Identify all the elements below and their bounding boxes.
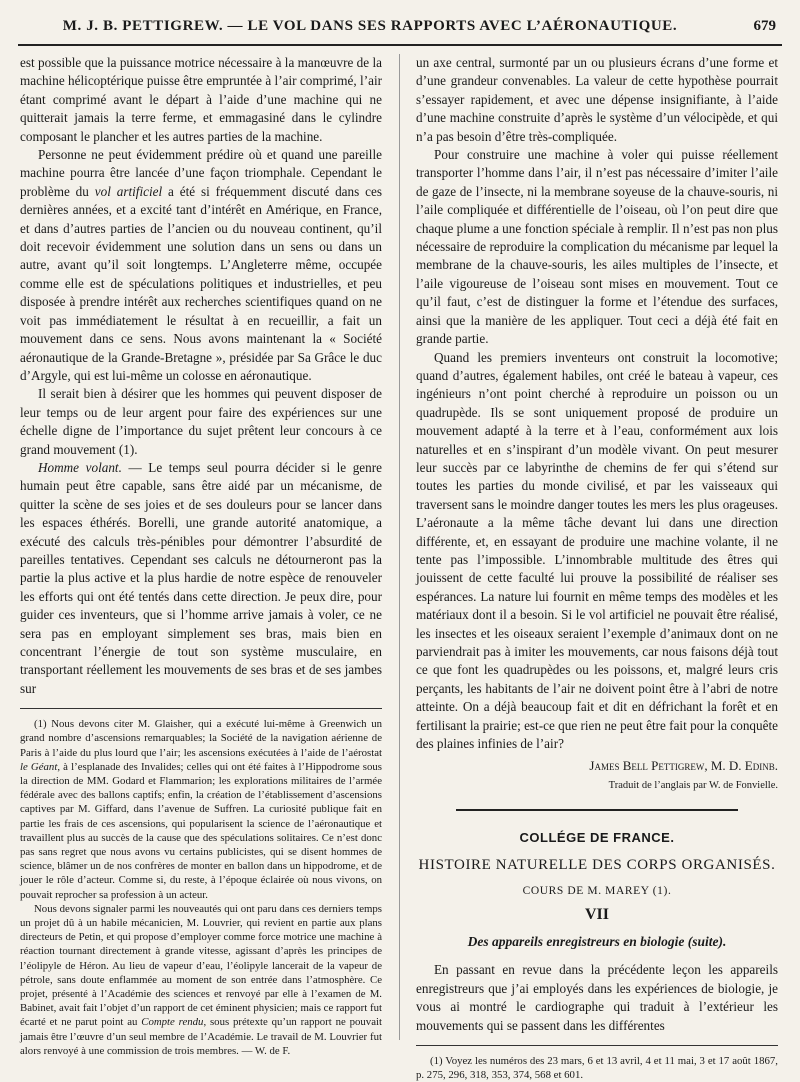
footnote <box>20 717 382 902</box>
translator-credit: Traduit de l’anglais par W. de Fonvielle. <box>608 779 778 791</box>
text-run: Nous devons signaler parmi les nouveautés qui ont paru dans ces derniers temps un projet dû à un habile mécanicien, M. Louvrier, qui revient en partie aux plans directeurs de Petin, et qui propose d’employer comme force motrice une machine à réaction tournant directement à grande vitesse, agissant d’après les principes de l’éolipyle de Héron. Au lieu de vapeur d’eau, l’éolipyle lancerait de la vapeur de pétrole, sans doute enflammée au moment de son entrée dans l’atmosphère. Ce projet, présenté à l’Académie des sciences et renvoyé par elle à l’examen de M. Babinet, avait fait l’objet d’un rapport de cet éminent physicien; mais ce rapport fut écarté et ne parut point au <box>20 902 382 1029</box>
paragraph: est possible que la puissance motrice nécessaire à la manœuvre de la machine hélicoptérique puisse être empruntée à l’air comprimé, l’air étant comprimé avant le départ à l’aide d’une machine qui ne quitterait jamais la terre ferme, et emmagasiné dans le cylindre composant le plancher et les autres parties de la machine. <box>20 55 382 144</box>
footnote-block <box>416 1054 778 1082</box>
footnote <box>20 902 382 1058</box>
left-column <box>20 54 382 1058</box>
text-run: , sous prétexte qu’un rapport ne pouvait jamais être l’œuvre d’un seul membre de l’Académie. Le travail de M. Louvrier fut alors renvoyé à une commission de trois membres. — W. de F. <box>20 1016 382 1057</box>
institution-heading: COLLÉGE DE FRANCE. <box>519 830 675 846</box>
right-column <box>416 54 778 1082</box>
footnote-rule <box>20 708 382 709</box>
lesson-number: VII <box>584 906 609 924</box>
footnote-rule <box>416 1045 778 1046</box>
column-divider <box>399 54 400 1040</box>
lesson-subtitle: Des appareils enregistreurs en biologie (suite). <box>467 933 727 949</box>
article-title: HISTOIRE NATURELLE DES CORPS ORGANISÉS. <box>418 856 776 873</box>
author-signature: James Bell Pettigrew, M. D. Edinb. <box>589 758 778 774</box>
text-run: a été si fréquemment discuté dans ces dernières années, et a excité tant d’intérêt en Amérique, en France, et dans d’autres parties de l’ancien ou du nouveau continent, qu’il doit recevoir évidemment une solution dans un sens ou dans un autre, avant qu’il soit longtemps. L’Angleterre même, occupée comme elle est de spéculations politiques et industrielles, et peu disposée à prendre intérêt aux recherches scientifiques quand on ne voit pas immédiatement le résultat à en recueillir, a fait un mouvement dans ce sens. Nous avons maintenant la « Société aéronautique de la Grande-Bretagne », présidée par Sa Grâce le duc d’Argyle, qui est lui-même un colosse en aéronautique. <box>20 183 382 383</box>
course-line: COURS DE M. MAREY (1). <box>522 885 672 898</box>
running-header <box>18 10 782 46</box>
running-title: M. J. B. PETTIGREW. — LE VOL DANS SES RAPPORTS AVEC L’AÉRONAUTIQUE. <box>62 18 678 34</box>
page-number: 679 <box>753 18 776 34</box>
footnote: (1) Voyez les numéros des 23 mars, 6 et 13 avril, 4 et 11 mai, 3 et 17 août 1867, p. 275, 296, 318, 353, 374, 568 et 601. <box>416 1054 778 1082</box>
text-run: — Le temps seul pourra décider si le genre humain peut être capable, sans être aidé par un mécanisme, de quitter la scène de ses joies et de ses douleurs pour se lancer dans les espaces éthérés. Borelli, une grande autorité anatomique, a exécuté des calculs très-pénibles pour démontrer l’absurdité de pareilles tentatives. Cependant ses calculs ne détourneront pas la partie la plus active et la plus hardie de notre espèce de renouveler les efforts qui ont été tentés dans cette direction. Je peux dire, pour guider ces inventeurs, que si l’homme arrive jamais à voler, ce ne sera pas en employant simplement ses bras, mais bien en concentrant l’énergie de tout son système musculaire, en transportant réellement les mouvements de ses bras et de ses jambes sur <box>20 459 382 696</box>
text-run: Personne ne peut évidemment prédire où et quand une pareille machine pourra être lancée d’une façon triomphale. Cependant le problème du <box>20 147 382 199</box>
italic-term: vol artificiel <box>94 183 163 199</box>
section-separator <box>456 809 738 811</box>
text-run: (1) Nous devons citer M. Glaisher, qui a exécuté lui-même à Greenwich un grand nombre d’ascensions remarquables; la Société de la navigation aérienne de Paris à l’aide du plus lourd que l’air; les ascensions exécutées à l’aide de l’aérostat <box>20 718 382 759</box>
footnote-block <box>20 717 382 1058</box>
paragraph <box>20 459 382 698</box>
paragraph <box>20 146 382 385</box>
paragraph: Quand les premiers inventeurs ont construit la locomotive; quand d’autres, également habiles, ont créé le bateau à vapeur, ces ingénieurs n’ont point cherché à reproduire un poisson ou un quadrupède. Ils se sont uniquement proposé de produire un mouvement adapté à la terre et à l’eau, conformément aux lois naturelles et en s’inspirant d’un modèle vivant. On peut mesurer leur succès par ce labyrinthe de chemins de fer qui s’étend sur toutes les parties du monde civilisé, et par les vaisseaux qui traversent sans le moindre danger toutes les mers les plus orageuses. L’aéronaute a la même tâche devant lui dans une direction différente, et, en essayant de produire une machine volante, il ne tente pas l’impossible. L’innombrable multitude des êtres qui jouissent de cette faculté lui prouve la possibilité de réaliser ses espérances. La nature lui fournit en même temps des modèles et les matériaux dont il a besoin. Si le vol artificiel ne pouvait être réalisé, les insectes et les oiseaux seraient l’exemple d’animaux dont on ne parviendrait pas à imiter les mouvements, car nous faisons déjà tout ce que font les quadrupèdes ou les poissons, et, malgré leurs cris perçants, les habitants de l’air ne doivent point être à l’abri de notre atteinte. On a déjà beaucoup fait et dit en défrichant la forêt et en fertilisant la prairie; est-ce que rien ne peut être fait pour la conquête des plaines infinies de l’air? <box>416 349 778 752</box>
text-run: , à l’esplanade des Invalides; celles qui ont été faites à l’Hippodrome sous la direction de MM. Godard et Flammarion; les explorations militaires de l’armée fédérale avec des ballons captifs; enfin, la création de l’établissement d’ascensions captives par M. Giffard, dans l’avenue de Suffren. La curiosité publique fait en partie les frais de ces ascensions, qui popularisent la science de l’aéronautique et travaillent plus au succès de la cause que des spéculations solitaires. Ce n’est donc pas sans regret que nous avons vu certains publicistes, qui se disent hommes de science, blâmer un de nos confrères de monter en ballon dans un hippodrome, et de jouer le rôle d’acteur. Comme si, du reste, à l’époque éclairée où nous vivons, on pouvait reprocher sa profession à un acteur. <box>20 760 382 901</box>
paragraph: Pour construire une machine à voler qui puisse réellement transporter l’homme dans l’air, il n’est pas nécessaire d’imiter l’aile de gaze de l’insecte, ni la membrane soyeuse de la chauve-souris, ni l’aile compliquée et différentielle de l’oiseau, où l’on peut dire que chaque plume a une fonction spéciale à remplir. Il n’est pas non plus nécessaire de reproduire la complication du mécanisme par lequel la membrane de la chauve-souris, les ailes multiples de l’insecte, et l’aile vigoureuse de l’oiseau sont mises en mouvement. Tout ce qu’il faut, c’est de distinguer la forme et l’étendue des surfaces, ainsi que la manière de les appliquer. Tout ceci a déjà été fait en grande partie. <box>416 147 778 347</box>
italic-term: le Géant <box>20 760 58 773</box>
section-runin: Homme volant. <box>38 459 122 475</box>
paragraph: En passant en revue dans la précédente leçon les appareils enregistreurs que j’ai employés dans les expériences de biologie, je vous ai montré le cardiographe qui traduit à l’extérieur les mouvements qui se passent dans les différentes <box>416 962 778 1033</box>
journal-page <box>18 10 782 1082</box>
paragraph: Il serait bien à désirer que les hommes qui peuvent disposer de leur temps ou de leur argent pour faire des expériences sur une échelle digne de l’importance du sujet prêtent leur concours à ce grand mouvement (1). <box>20 386 382 457</box>
italic-term: Compte rendu <box>141 1016 204 1029</box>
paragraph: un axe central, surmonté par un ou plusieurs écrans d’une forme et d’une grandeur convenables. La valeur de cette hypothèse pourrait s’essayer rapidement, et avec une dépense insignifiante, à l’aide d’une machine construite d’après le système d’un vélocipède, et qui n’a pas besoin d’être très-compliquée. <box>416 55 778 144</box>
